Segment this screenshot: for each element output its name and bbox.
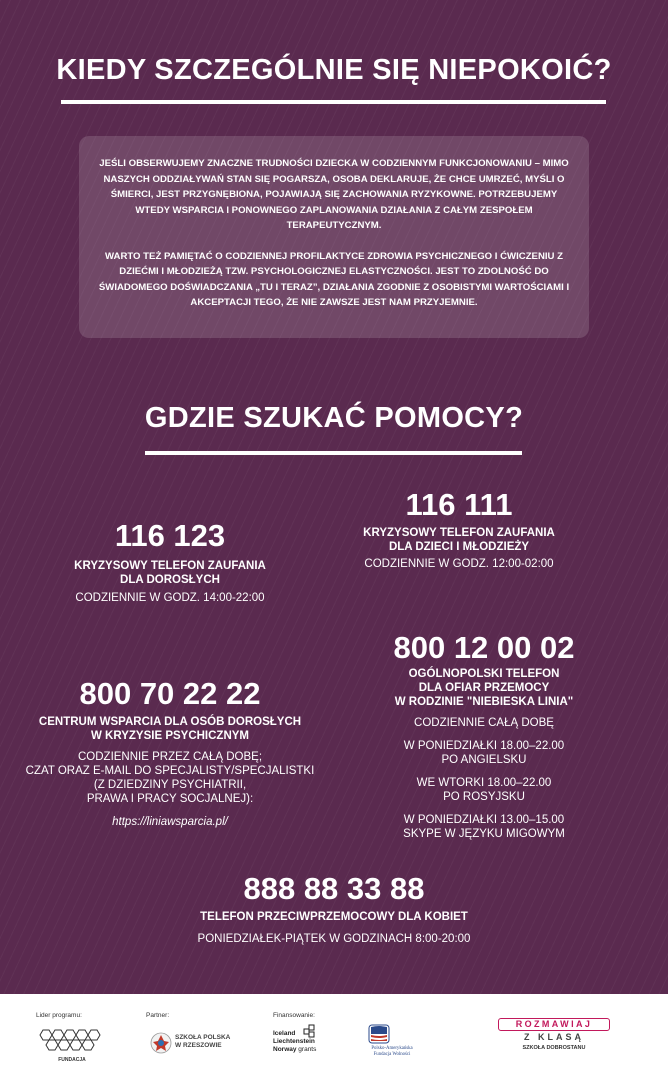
info-box (79, 136, 589, 338)
pafw-logo (352, 1024, 432, 1062)
section-title-worry: KIEDY SZCZEGÓLNIE SIĘ NIEPOKOIĆ? (56, 54, 612, 86)
title-underline (61, 100, 606, 104)
contact-hours: W PONIEDZIAŁKI 18.00–22.00 (403, 740, 565, 752)
contact-label: KRYZYSOWY TELEFON ZAUFANIA (363, 527, 555, 539)
logo-subtext: SZKOŁA DOBROSTANU (522, 1045, 586, 1051)
school-emblem-icon (150, 1032, 172, 1054)
phone-number: 116 111 (405, 487, 513, 522)
flag-emblem-icon (368, 1024, 390, 1044)
contact-label: DLA DOROSŁYCH (120, 574, 220, 586)
partner-logo (150, 1030, 231, 1056)
funding-caption: Finansowanie: (273, 1012, 315, 1019)
eea-grants-logo (273, 1024, 333, 1062)
logo-text: W RZESZOWIE (175, 1042, 222, 1049)
contact-888883388 (84, 871, 584, 946)
contact-label: W KRYZYSIE PSYCHICZNYM (90, 730, 250, 742)
logo-subtext: FUNDACJA (58, 1057, 86, 1063)
contact-hours: SKYPE W JĘZYKU MIGOWYM (403, 828, 565, 840)
contact-hours: CODZIENNIE W GODZ. 14:00-22:00 (75, 592, 265, 604)
contact-hours: CODZIENNIE CAŁĄ DOBĘ (414, 717, 554, 729)
contact-detail: CZAT ORAZ E-MAIL DO SPECJALISTY/SPECJALISTKI (25, 765, 315, 777)
contact-800120002 (359, 630, 609, 841)
logo-text: SZKOŁA POLSKA (175, 1034, 231, 1041)
contact-hours: CODZIENNIE PRZEZ CAŁĄ DOBĘ; (77, 751, 263, 763)
program-logo (498, 1018, 610, 1058)
contact-detail: PRAWA I PRACY SOCJALNEJ): (86, 793, 254, 805)
phone-number: 800 70 22 22 (79, 676, 261, 711)
contact-hours: PO ROSYJSKU (443, 791, 525, 803)
leader-logo (37, 1028, 107, 1063)
section-title-help: GDZIE SZUKAĆ POMOCY? (144, 402, 524, 434)
contact-hours: W PONIEDZIAŁKI 13.00–15.00 (403, 814, 565, 826)
info-paragraph-2: WARTO TEŻ PAMIĘTAĆ O CODZIENNEJ PROFILAKTYCE ZDROWIA PSYCHICZNEGO I ĆWICZENIU Z DZIEĆMI I MŁODZIEŻĄ TZW. PSYCHOLOGICZNEJ ELASTYCZNOŚCI. JEST TO ZDOLNOŚĆ DO ŚWIADOMEGO DOŚWIADCZANIA „TU I TERAZ”, DZIAŁANIA ZGODNIE Z OSOBISTYMI WARTOŚCIAMI I AKCEPTACJI TEGO, ŻE NIE ZAWSZE JEST NAM PRZYJEMNIE. (98, 250, 570, 308)
logo-text: Fundacja Wolności (373, 1052, 411, 1057)
footer (0, 994, 668, 1080)
hexagon-pattern-icon (37, 1028, 107, 1052)
phone-number: 888 88 33 88 (243, 871, 425, 906)
contact-116111 (334, 487, 584, 571)
contact-label: DLA DZIECI I MŁODZIEŻY (388, 541, 530, 553)
contact-label: DLA OFIAR PRZEMOCY (418, 682, 550, 694)
phone-number: 800 12 00 02 (393, 630, 575, 665)
logo-text: Z KLASĄ (524, 1032, 584, 1042)
contact-hours: WE WTORKI 18.00–22.00 (416, 777, 552, 789)
contact-hours: PONIEDZIAŁEK-PIĄTEK W GODZINACH 8:00-20:00 (197, 933, 471, 945)
contact-hours: CODZIENNIE W GODZ. 12:00-02:00 (364, 558, 554, 570)
logo-text: Iceland (273, 1030, 296, 1037)
logo-text: Polsko-Amerykańska (371, 1046, 413, 1051)
contact-label: TELEFON PRZECIWPRZEMOCOWY DLA KOBIET (200, 911, 468, 923)
contact-116123 (45, 518, 295, 605)
info-paragraph-1: JEŚLI OBSERWUJEMY ZNACZNE TRUDNOŚCI DZIECKA W CODZIENNYM FUNKCJONOWANIU – MIMO NASZYCH ODDZIAŁYWAŃ STAN SIĘ POGARSZA, OSOBA DEKLARUJE, ŻE CHCE UMRZEĆ, MYŚLI O ŚMIERCI, JEST PRZYGNĘBIONA, POJAWIAJĄ SIĘ ZACHOWANIA RYZYKOWNE. POTRZEBUJEMY WTEDY WSPARCIA I PONOWNEGO ZAPLANOWANIA DZIAŁANIA Z CAŁYM ZESPOŁEM TERAPEUTYCZNYM. (99, 158, 569, 231)
logo-text: Norway (273, 1046, 297, 1053)
contact-label: KRYZYSOWY TELEFON ZAUFANIA (74, 560, 266, 572)
contact-800702222 (20, 676, 320, 828)
phone-number: 116 123 (114, 518, 226, 553)
contact-label: W RODZINIE "NIEBIESKA LINIA" (394, 696, 574, 708)
contact-detail: (Z DZIEDZINY PSYCHIATRII, (93, 779, 247, 791)
logo-text: grants (298, 1046, 317, 1053)
partner-caption: Partner: (146, 1012, 170, 1019)
contact-hours: PO ANGIELSKU (441, 754, 527, 766)
contact-label: CENTRUM WSPARCIA DLA OSÓB DOROSŁYCH (38, 716, 302, 728)
leader-caption: Lider programu: (36, 1012, 82, 1019)
logo-text: Liechtenstein (273, 1038, 315, 1045)
logo-text: ROZMAWIAJ (498, 1018, 610, 1031)
website-link[interactable]: https://liniawsparcia.pl/ (112, 816, 228, 828)
contact-label: OGÓLNOPOLSKI TELEFON (408, 668, 560, 680)
title-underline (145, 451, 522, 455)
